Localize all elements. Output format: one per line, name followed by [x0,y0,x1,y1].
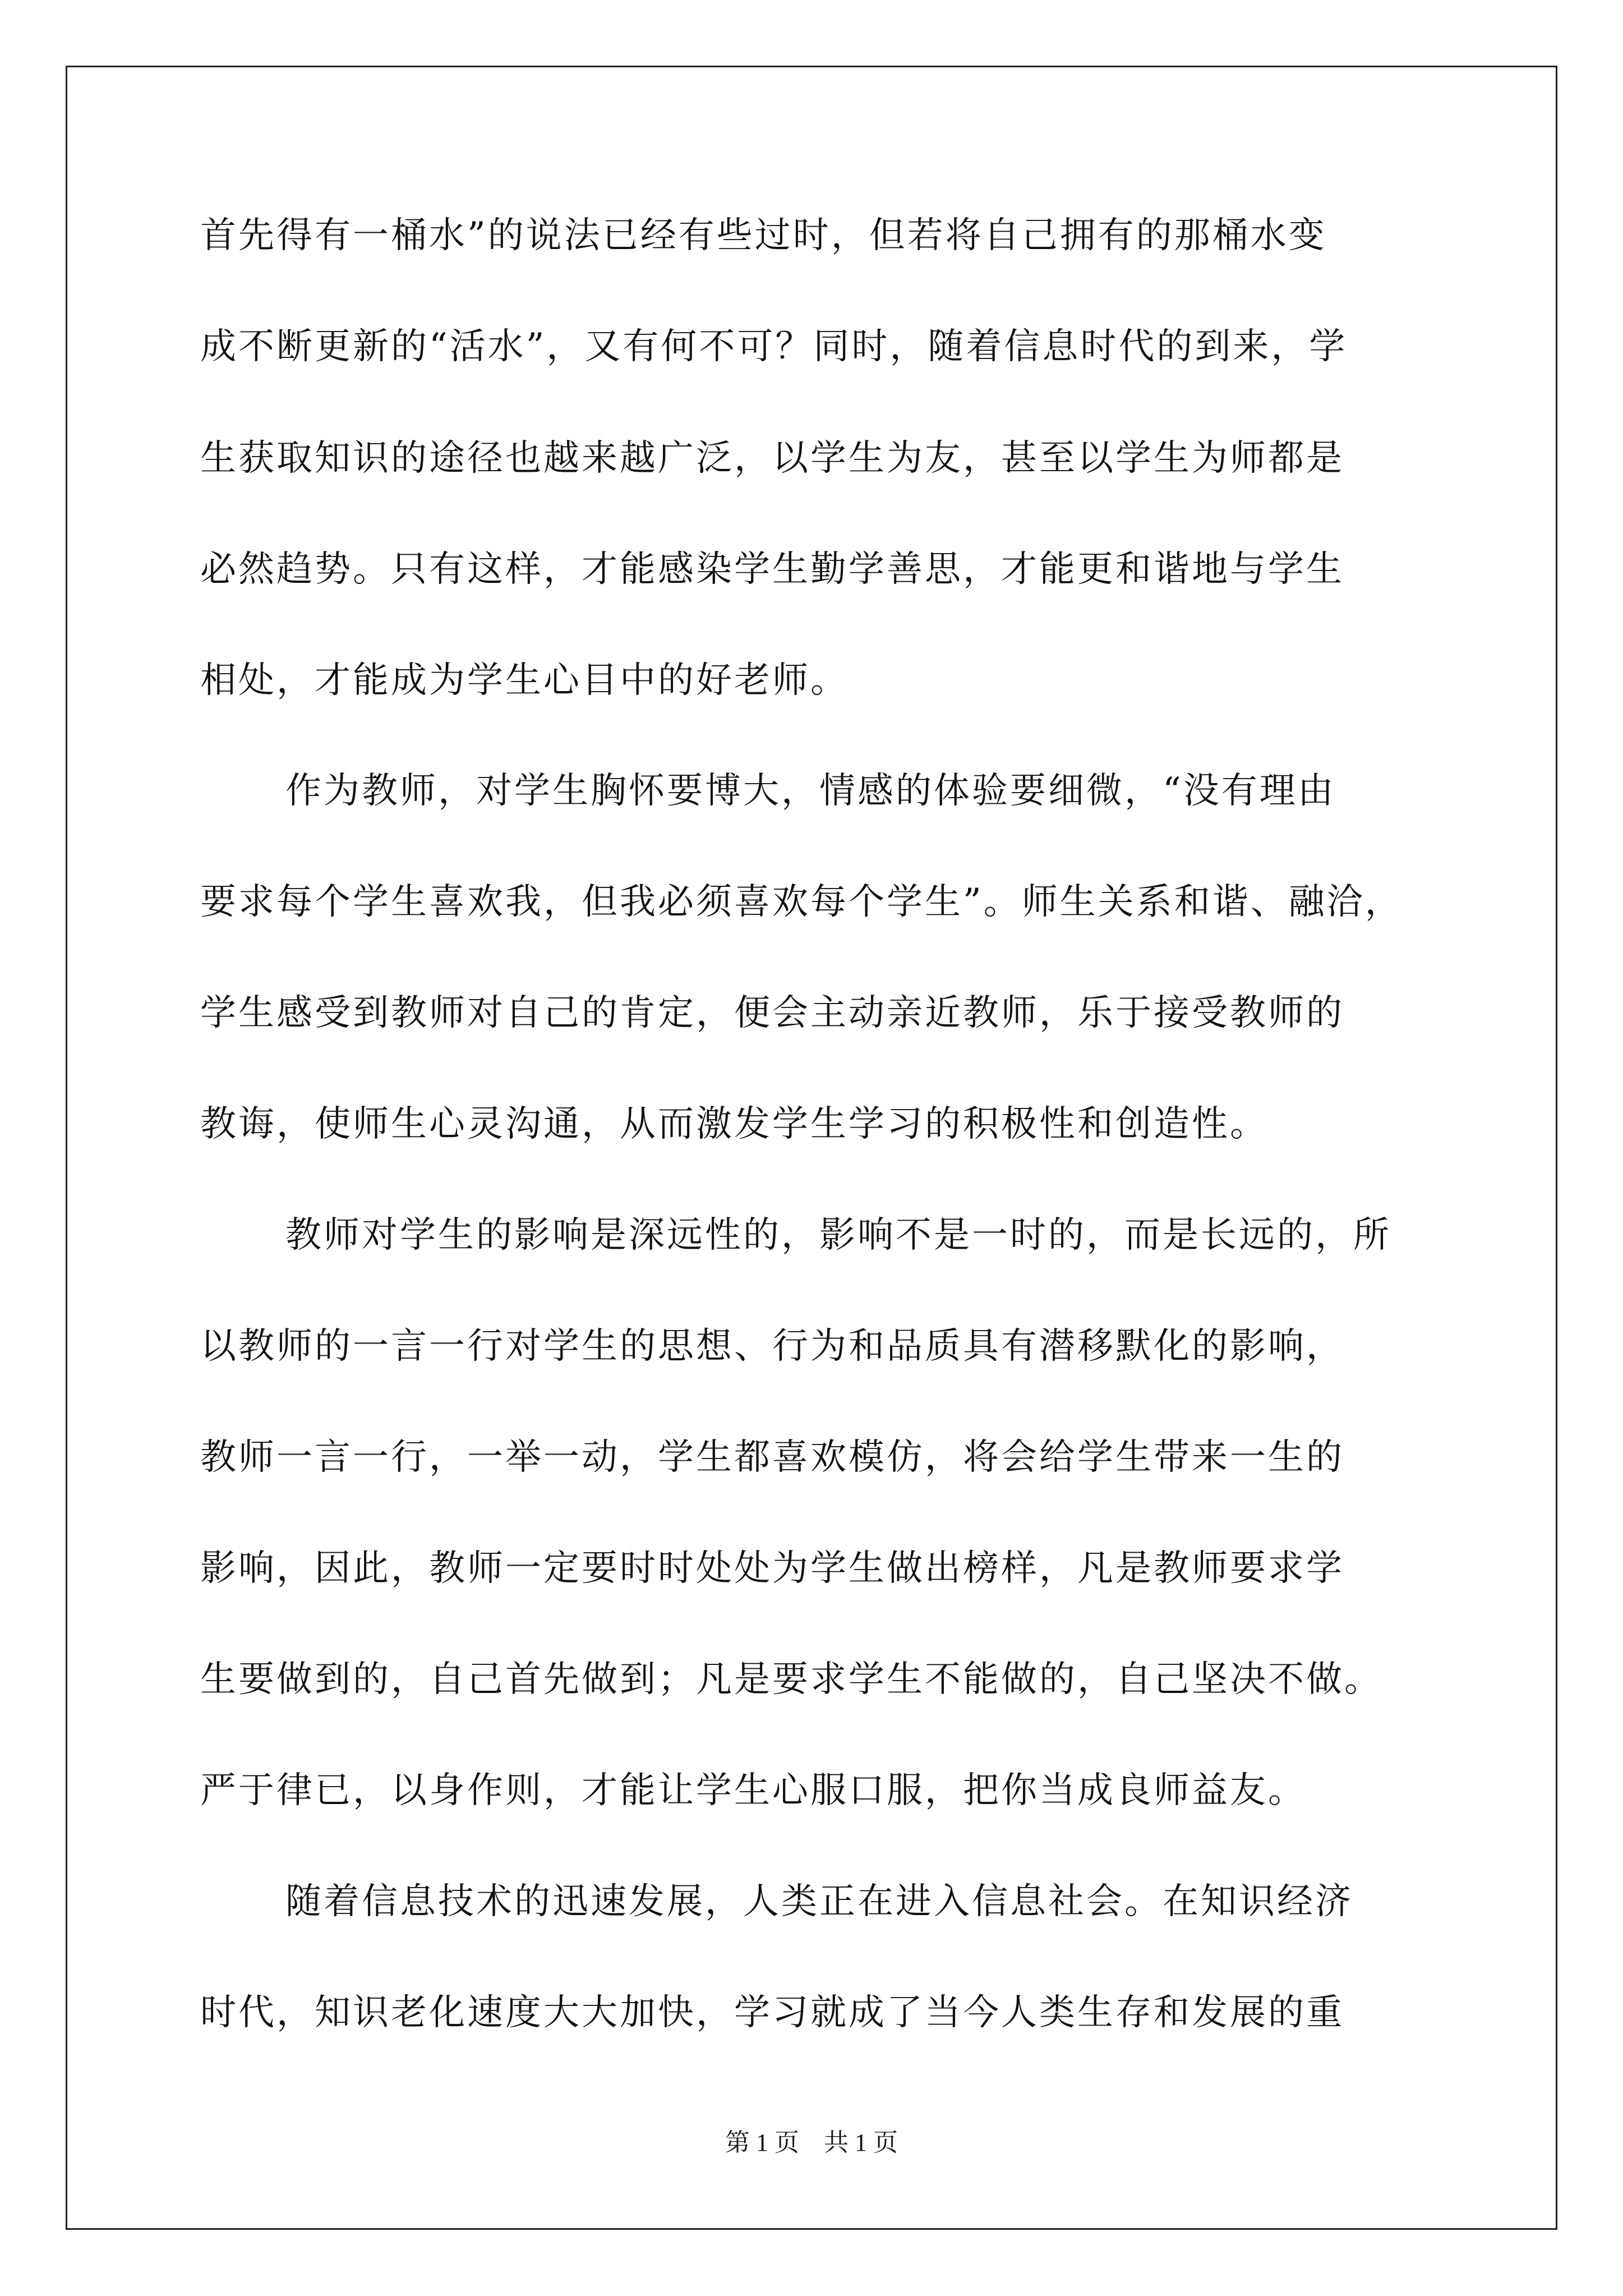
text-line: 首先得有一桶水”的说法已经有些过时，但若将自己拥有的那桶水变 [200,215,1327,256]
text-line: 相处，才能成为学生心目中的好老师。 [200,660,849,701]
text-line: 教诲，使师生心灵沟通，从而激发学生学习的积极性和创造性。 [200,1103,1268,1145]
paragraph-first-line: 作为教师，对学生胸怀要博大，情感的体验要细微，“没有理由 [285,770,1336,812]
text-line: 成不断更新的“活水”，又有何不可？同时，随着信息时代的到来，学 [200,326,1348,367]
text-line: 以教师的一言一行对学生的思想、行为和品质具有潜移默化的影响， [200,1326,1344,1367]
text-line: 要求每个学生喜欢我，但我必须喜欢每个学生”。师生关系和谐、融洽， [200,881,1403,923]
paragraph-first-line: 教师对学生的影响是深远性的，影响不是一时的，而是长远的，所 [285,1214,1391,1256]
text-line: 教师一言一行，一举一动，学生都喜欢模仿，将会给学生带来一生的 [200,1437,1344,1478]
text-line: 时代，知识老化速度大大加快，学习就成了当今人类生存和发展的重 [200,1992,1344,2033]
text-line: 学生感受到教师对自己的肯定，便会主动亲近教师，乐于接受教师的 [200,992,1344,1034]
paragraph-first-line: 随着信息技术的迅速发展，人类正在进入信息社会。在知识经济 [285,1881,1353,1922]
page-number-footer: 第 1 页 共 1 页 [725,2129,898,2156]
text-line: 必然趋势。只有这样，才能感染学生勤学善思，才能更和谐地与学生 [200,549,1344,590]
text-line: 影响，因此，教师一定要时时处处为学生做出榜样，凡是教师要求学 [200,1548,1344,1589]
text-line: 严于律已，以身作则，才能让学生心服口服，把你当成良师益友。 [200,1770,1306,1811]
text-line: 生获取知识的途径也越来越广泛，以学生为友，甚至以学生为师都是 [200,438,1344,479]
text-line: 生要做到的，自己首先做到；凡是要求学生不能做的，自己坚决不做。 [200,1659,1382,1700]
